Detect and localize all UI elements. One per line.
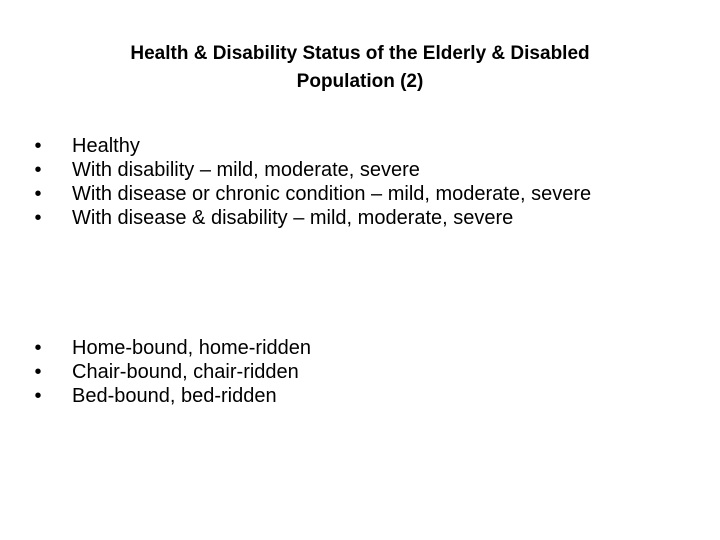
list-item-text: Healthy	[72, 135, 140, 157]
slide-title-line-2: Population (2)	[296, 71, 424, 92]
list-item-text: With disability – mild, moderate, severe	[72, 159, 420, 181]
list-item	[0, 384, 632, 408]
list-item	[0, 182, 632, 206]
slide-title	[50, 40, 670, 96]
list-item-text: With disease or chronic condition – mild, moderate, severe	[72, 183, 592, 205]
list-item	[0, 134, 632, 158]
bullet-icon: •	[34, 385, 42, 407]
list-item	[0, 360, 632, 384]
slide-title-line-1: Health & Disability Status of the Elderly & Disabled	[130, 43, 590, 64]
bullet-icon: •	[34, 183, 42, 205]
list-item	[0, 336, 632, 360]
bullet-icon: •	[34, 361, 42, 383]
bullet-icon: •	[34, 159, 42, 181]
bullet-icon: •	[34, 207, 42, 229]
health-status-list	[0, 134, 632, 230]
list-item-text: Chair-bound, chair-ridden	[72, 361, 299, 383]
bullet-icon: •	[34, 135, 42, 157]
list-item-text: Home-bound, home-ridden	[72, 337, 312, 359]
bullet-icon: •	[34, 337, 42, 359]
mobility-status-list	[0, 336, 632, 408]
list-item	[0, 206, 632, 230]
list-item-text: With disease & disability – mild, moderate, severe	[72, 207, 514, 229]
list-item-text: Bed-bound, bed-ridden	[72, 385, 277, 407]
list-item	[0, 158, 632, 182]
